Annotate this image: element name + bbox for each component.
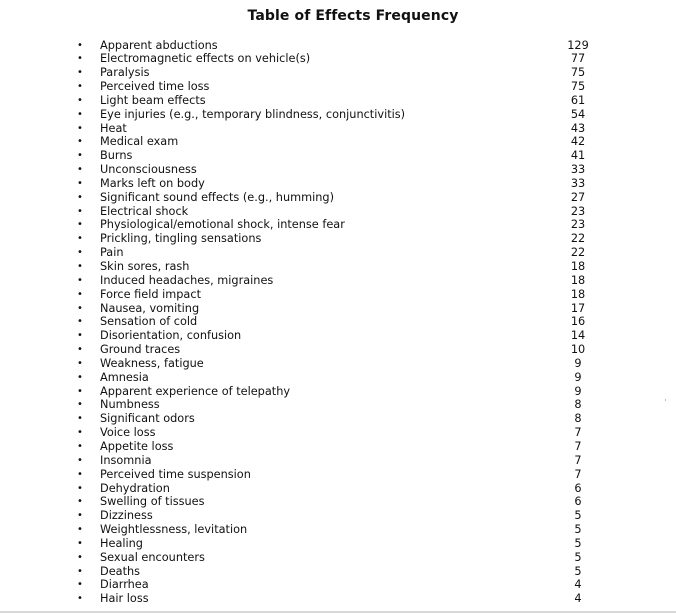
bullet-icon: • [77, 302, 83, 314]
list-item [0, 426, 676, 440]
effect-frequency: 10 [570, 343, 586, 357]
effects-list [0, 39, 676, 607]
effect-frequency: 6 [574, 495, 582, 509]
effect-frequency: 7 [574, 467, 582, 481]
bullet-icon: • [77, 427, 83, 439]
effect-label: Sensation of cold [100, 315, 198, 329]
list-item [0, 274, 676, 288]
effect-label: Paralysis [100, 66, 150, 80]
bullet-icon: • [77, 537, 83, 549]
effect-frequency: 5 [574, 564, 582, 578]
list-item [0, 260, 676, 274]
effect-frequency: 4 [574, 578, 582, 592]
effect-label: Unconsciousness [100, 163, 197, 177]
bullet-icon: • [77, 344, 83, 356]
bullet-icon: • [77, 191, 83, 203]
effect-frequency: 27 [570, 190, 586, 204]
effect-label: Ground traces [100, 343, 181, 357]
bullet-icon: • [77, 330, 83, 342]
effect-label: Marks left on body [100, 176, 205, 190]
effect-label: Numbness [100, 398, 160, 412]
effect-label: Dizziness [100, 509, 153, 523]
list-item [0, 94, 676, 108]
list-item [0, 343, 676, 357]
effect-frequency: 17 [570, 301, 586, 315]
bullet-icon: • [77, 274, 83, 286]
effect-label: Eye injuries (e.g., temporary blindness, conjunctivitis) [100, 107, 406, 121]
bullet-icon: • [77, 136, 83, 148]
list-item [0, 398, 676, 412]
effect-label: Appetite loss [100, 439, 174, 453]
effect-label: Significant sound effects (e.g., humming) [100, 190, 334, 204]
effect-frequency: 5 [574, 536, 582, 550]
list-item [0, 440, 676, 454]
list-item [0, 565, 676, 579]
effect-frequency: 14 [570, 329, 586, 343]
effect-label: Physiological/emotional shock, intense fear [100, 218, 345, 232]
effect-label: Skin sores, rash [100, 260, 190, 273]
effect-label: Weakness, fatigue [100, 356, 204, 370]
effect-label: Perceived time suspension [100, 467, 251, 481]
list-item [0, 482, 676, 496]
effect-frequency: 54 [570, 107, 586, 121]
bullet-icon: • [77, 413, 83, 425]
list-item [0, 52, 676, 66]
bullet-icon: • [77, 53, 83, 65]
effect-label: Prickling, tingling sensations [100, 232, 262, 246]
effect-label: Dehydration [100, 481, 170, 495]
bullet-icon: • [77, 247, 83, 259]
list-item [0, 39, 676, 53]
effect-label: Swelling of tissues [100, 495, 205, 509]
effect-frequency: 9 [574, 384, 582, 398]
effect-frequency: 23 [570, 218, 586, 232]
effect-label: Induced headaches, migraines [100, 273, 274, 287]
effect-label: Diarrhea [100, 578, 149, 592]
bullet-icon: • [77, 399, 83, 411]
list-item [0, 205, 676, 219]
bullet-icon: • [77, 288, 83, 300]
list-item [0, 232, 676, 246]
list-item [0, 302, 676, 316]
effect-frequency: 7 [574, 439, 582, 453]
effect-label: Apparent abductions [100, 38, 218, 52]
bullet-icon: • [77, 510, 83, 522]
effect-label: Disorientation, confusion [100, 329, 242, 343]
effect-frequency: 7 [574, 426, 582, 440]
effect-frequency: 18 [570, 287, 586, 301]
effect-frequency: 41 [570, 149, 586, 163]
effect-label: Sexual encounters [100, 550, 205, 564]
list-item [0, 80, 676, 94]
effect-label: Pain [100, 246, 124, 260]
bullet-icon: • [77, 454, 83, 466]
list-item [0, 66, 676, 80]
list-item [0, 315, 676, 329]
list-item [0, 135, 676, 149]
effect-label: Light beam effects [100, 93, 206, 107]
effect-frequency: 4 [574, 592, 582, 606]
list-item [0, 357, 676, 371]
bullet-icon: • [77, 177, 83, 189]
effect-frequency: 61 [570, 93, 586, 107]
effect-frequency: 5 [574, 523, 582, 537]
effect-label: Perceived time loss [100, 80, 210, 94]
effect-frequency: 75 [570, 66, 586, 80]
bullet-icon: • [77, 81, 83, 93]
list-item [0, 163, 676, 177]
list-item [0, 495, 676, 509]
effect-frequency: 18 [570, 260, 586, 273]
effect-frequency: 5 [574, 509, 582, 523]
effect-frequency: 75 [570, 80, 586, 94]
bullet-icon: • [77, 371, 83, 383]
list-item [0, 592, 676, 606]
bullet-icon: • [77, 482, 83, 494]
effect-frequency: 33 [570, 163, 586, 177]
effect-label: Insomnia [100, 453, 152, 467]
list-item [0, 288, 676, 302]
list-item [0, 509, 676, 523]
bullet-icon: • [77, 94, 83, 106]
effect-frequency: 8 [574, 412, 582, 426]
bullet-icon: • [77, 357, 83, 369]
list-item [0, 177, 676, 191]
list-item [0, 537, 676, 551]
list-item [0, 218, 676, 232]
list-item [0, 551, 676, 565]
list-item [0, 329, 676, 343]
list-item [0, 523, 676, 537]
effect-label: Voice loss [100, 426, 156, 440]
effect-label: Apparent experience of telepathy [100, 384, 291, 398]
bullet-icon: • [77, 261, 83, 272]
effect-label: Amnesia [100, 370, 149, 384]
effect-frequency: 22 [570, 232, 586, 246]
effect-label: Healing [100, 536, 143, 550]
effect-frequency: 129 [567, 38, 589, 52]
list-item [0, 385, 676, 399]
effect-label: Electromagnetic effects on vehicle(s) [100, 52, 311, 66]
effect-frequency: 9 [574, 356, 582, 370]
effect-frequency: 7 [574, 453, 582, 467]
effect-frequency: 9 [574, 370, 582, 384]
bullet-icon: • [77, 233, 83, 245]
effect-frequency: 6 [574, 481, 582, 495]
effect-label: Hair loss [100, 592, 149, 606]
effect-frequency: 42 [570, 135, 586, 149]
effect-label: Heat [100, 121, 127, 135]
list-item [0, 246, 676, 260]
bullet-icon: • [77, 108, 83, 120]
effect-frequency: 8 [574, 398, 582, 412]
bullet-icon: • [77, 524, 83, 536]
effect-frequency: 5 [574, 550, 582, 564]
bullet-icon: • [77, 579, 83, 591]
effect-frequency: 18 [570, 273, 586, 287]
scan-artifact [665, 399, 666, 401]
effect-label: Medical exam [100, 135, 179, 149]
bullet-icon: • [77, 385, 83, 397]
bullet-icon: • [77, 67, 83, 79]
effect-frequency: 43 [570, 121, 586, 135]
effect-frequency: 23 [570, 204, 586, 218]
bullet-icon: • [77, 150, 83, 162]
list-item [0, 454, 676, 468]
list-item [0, 371, 676, 385]
effect-label: Electrical shock [100, 204, 189, 218]
effect-frequency: 33 [570, 176, 586, 190]
bullet-icon: • [77, 468, 83, 480]
table-title: Table of Effects Frequency [247, 8, 459, 24]
effect-label: Nausea, vomiting [100, 301, 200, 315]
bullet-icon: • [77, 565, 83, 577]
bullet-icon: • [77, 496, 83, 508]
list-item [0, 108, 676, 122]
bullet-icon: • [77, 593, 83, 605]
bullet-icon: • [77, 440, 83, 452]
bullet-icon: • [77, 205, 83, 217]
list-item [0, 578, 676, 592]
effect-label: Force field impact [100, 287, 201, 301]
bullet-icon: • [77, 122, 83, 134]
list-item [0, 149, 676, 163]
effect-frequency: 22 [570, 246, 586, 260]
effect-frequency: 16 [570, 315, 586, 329]
effect-frequency: 77 [570, 52, 586, 66]
bullet-icon: • [77, 316, 83, 328]
bullet-icon: • [77, 39, 83, 51]
list-item [0, 412, 676, 426]
list-item [0, 191, 676, 205]
bullet-icon: • [77, 219, 83, 231]
list-item [0, 468, 676, 482]
bullet-icon: • [77, 164, 83, 176]
effect-label: Significant odors [100, 412, 195, 426]
list-item [0, 122, 676, 136]
effect-label: Weightlessness, levitation [100, 523, 248, 537]
effect-label: Burns [100, 149, 133, 163]
effect-label: Deaths [100, 564, 141, 578]
bullet-icon: • [77, 551, 83, 563]
